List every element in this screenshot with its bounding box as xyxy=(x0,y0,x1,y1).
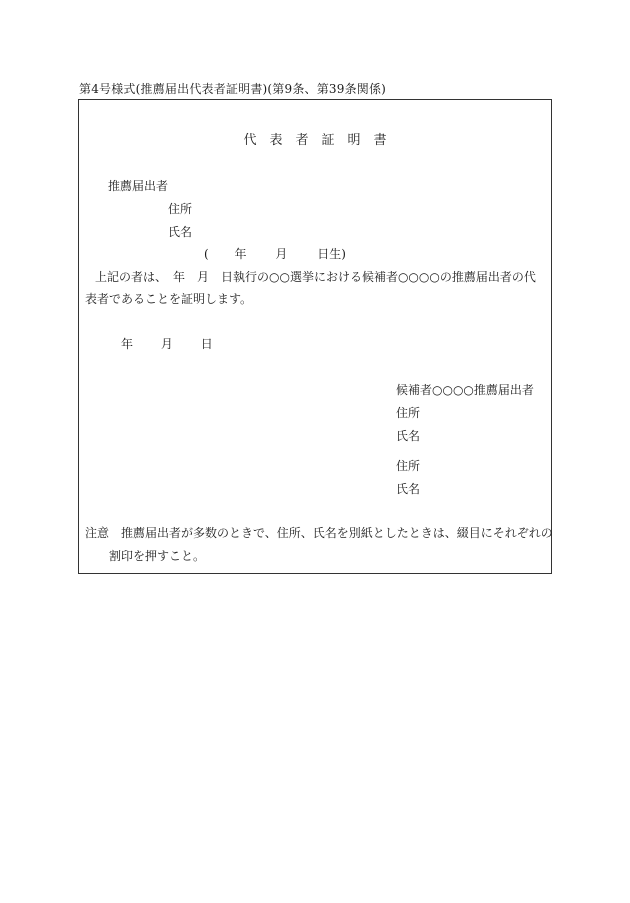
form-title: 代表者証明書 xyxy=(243,133,400,148)
birth-day-label: 日生) xyxy=(317,247,346,261)
signer-name-label-2: 氏名 xyxy=(396,482,421,496)
body-text-line-1: 上記の者は、 年 月 日執行の○○選挙における候補者○○○○の推薦届出者の代 xyxy=(95,270,536,284)
birth-open-paren: ( xyxy=(204,247,209,261)
signer-heading: 候補者○○○○推薦届出者 xyxy=(396,383,534,397)
signer-address-label-2: 住所 xyxy=(396,459,421,473)
issue-day-label: 日 xyxy=(200,337,213,351)
body-text-line-2: 表者であることを証明します。 xyxy=(85,292,253,306)
signer-address-label-1: 住所 xyxy=(396,406,421,420)
form-caption: 第4号様式(推薦届出代表者証明書)(第9条、第39条関係) xyxy=(79,82,387,96)
issue-date-line xyxy=(121,336,213,352)
birth-year-label: 年 xyxy=(234,247,247,261)
note-line-2: 割印を押すこと。 xyxy=(109,549,206,563)
birthdate-line xyxy=(204,246,346,262)
certificate-form xyxy=(78,99,552,574)
birth-month-label: 月 xyxy=(275,247,288,261)
note-line-1: 注意 推薦届出者が多数のときで、住所、氏名を別紙としたときは、綴目にそれぞれの xyxy=(85,526,553,540)
signer-name-label-1: 氏名 xyxy=(396,429,421,443)
address-label: 住所 xyxy=(168,202,193,216)
name-label: 氏名 xyxy=(168,225,193,239)
nominator-label: 推薦届出者 xyxy=(108,179,169,193)
issue-month-label: 月 xyxy=(160,337,173,351)
issue-year-label: 年 xyxy=(121,337,134,351)
